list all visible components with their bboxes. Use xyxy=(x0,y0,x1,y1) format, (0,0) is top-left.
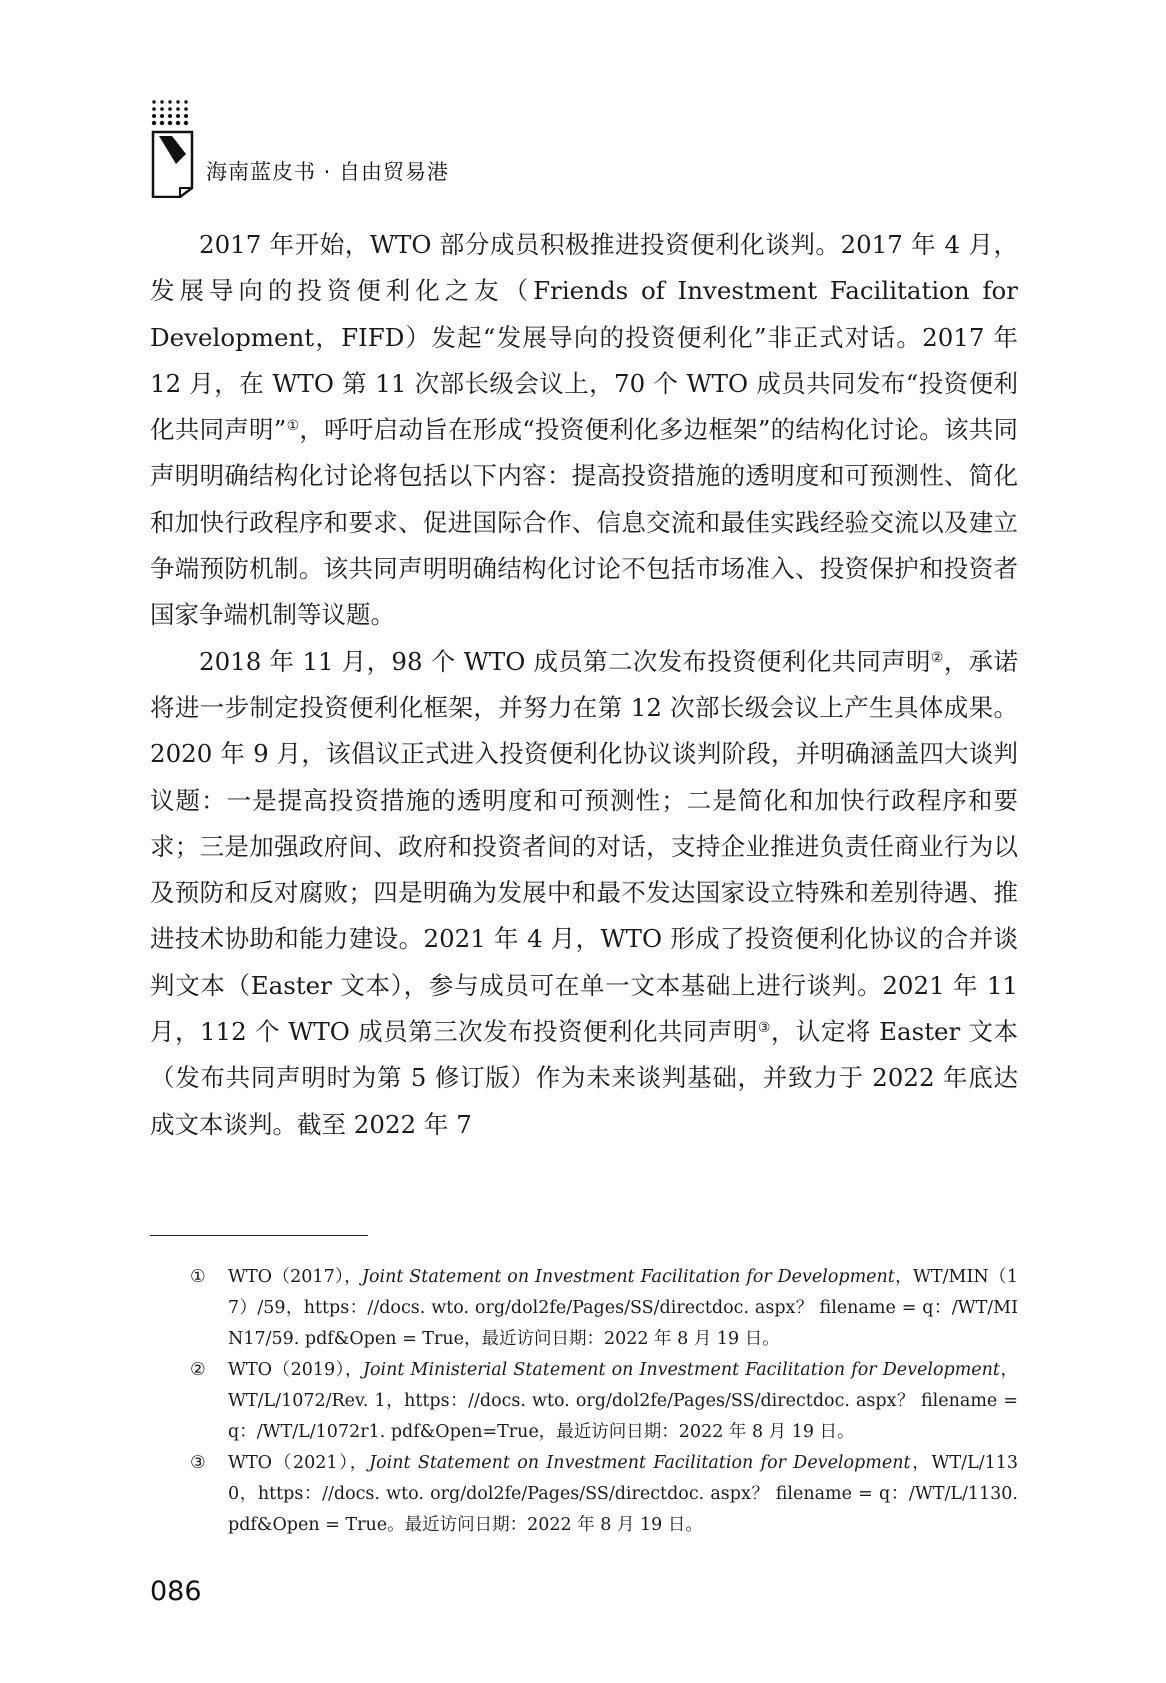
paragraph-text: ，承诺将进一步制定投资便利化框架，并努力在第 12 次部长级会议上产生具体成果。2020 年 9 月，该倡议正式进入投资便利化协议谈判阶段，并明确涵盖四大谈判议题：一是提高投资措施的透明度和可预测性；二是简化和加快行政程序和要求；三是加强政府间、政府和投资者间的对话，支持企业推进负责任商业行为以及预防和反对腐败；四是明确为发展中和最不发达国家设立特殊和差别待遇、推进技术协助和能力建设。2021 年 4 月，WTO 形成了投资便利化协议的合并谈判文本（Easter 文本），参与成员可在单一文本基础上进行谈判。2021 年 11 月，112 个 WTO 成员第三次发布投资便利化共同声明 xyxy=(150,646,1018,1047)
footnote-reference[interactable]: ③ xyxy=(757,1020,771,1037)
footnote-details: ，WT/MIN（17）/59，https：//docs. wto. org/dol2fe/Pages/SS/directdoc. aspx？ filename = q：/WT/MIN17/59. pdf&Open = True，最近访问日期：2022 年 8 月 19 日。 xyxy=(228,1267,1018,1349)
footnote xyxy=(190,1355,1018,1448)
paragraph-text: ，认定将 Easter 文本（发布共同声明时为第 5 修订版）作为未来谈判基础，并致力于 2022 年底达成文本谈判。截至 2022 年 7 xyxy=(150,1017,1019,1139)
footnote-source: WTO（2017）， xyxy=(228,1267,362,1287)
footnote-details: ，WT/L/1072/Rev. 1，https：//docs. wto. org/dol2fe/Pages/SS/directdoc. aspx？ filename = q：/WT/L/1072r1. pdf&Open=True，最近访问日期：2022 年 8 月 19 日。 xyxy=(228,1360,1019,1442)
paragraph-text: ，呼吁启动旨在形成“投资便利化多边框架”的结构化讨论。该共同声明明确结构化讨论将包括以下内容：提高投资措施的透明度和可预测性、简化和加快行政程序和要求、促进国际合作、信息交流和最佳实践经验交流以及建立争端预防机制。该共同声明明确结构化讨论不包括市场准入、投资保护和投资者国家争端机制等议题。 xyxy=(150,415,1018,630)
footnote-reference[interactable]: ① xyxy=(286,418,300,435)
footnote-reference[interactable]: ② xyxy=(930,649,944,666)
footnote-marker: ③ xyxy=(190,1453,206,1473)
paragraph xyxy=(150,639,1018,1148)
footnote-marker: ② xyxy=(190,1360,206,1380)
footnote-title: Joint Statement on Investment Facilitation for Development xyxy=(361,1267,895,1287)
footnotes xyxy=(190,1262,1018,1541)
footnote-marker: ① xyxy=(190,1267,206,1287)
footnote-divider xyxy=(150,1235,368,1236)
footnote-title: Joint Statement on Investment Facilitation for Development xyxy=(369,1453,911,1473)
page-number: 086 xyxy=(150,1576,202,1607)
footnote xyxy=(190,1448,1018,1541)
footnote-details: ，WT/L/1130，https：//docs. wto. org/dol2fe/Pages/SS/directdoc. aspx？ filename = q：/WT/L/1130. pdf&Open = True。最近访问日期：2022 年 8 月 19 日。 xyxy=(228,1453,1018,1535)
paragraph-text: 2017 年开始，WTO 部分成员积极推进投资便利化谈判。2017 年 4 月，发展导向的投资便利化之友（Friends of Investment Facilitation for Development，FIFD）发起“发展导向的投资便利化”非正式对话。2017 年 12 月，在 WTO 第 11 次部长级会议上，70 个 WTO 成员共同发布“投资便利化共同声明” xyxy=(150,230,1018,445)
book-series-logo-icon xyxy=(150,98,198,198)
footnote-title: Joint Ministerial Statement on Investment Facilitation for Development xyxy=(362,1360,1000,1380)
body-text xyxy=(150,222,1018,1148)
footnote-source: WTO（2021）， xyxy=(228,1453,370,1473)
book-title: 海南蓝皮书 · 自由贸易港 xyxy=(206,160,450,184)
footnote-source: WTO（2019）， xyxy=(228,1360,363,1380)
paragraph-text: 2018 年 11 月，98 个 WTO 成员第二次发布投资便利化共同声明 xyxy=(199,646,931,676)
footnote xyxy=(190,1262,1018,1355)
paragraph xyxy=(150,222,1018,639)
